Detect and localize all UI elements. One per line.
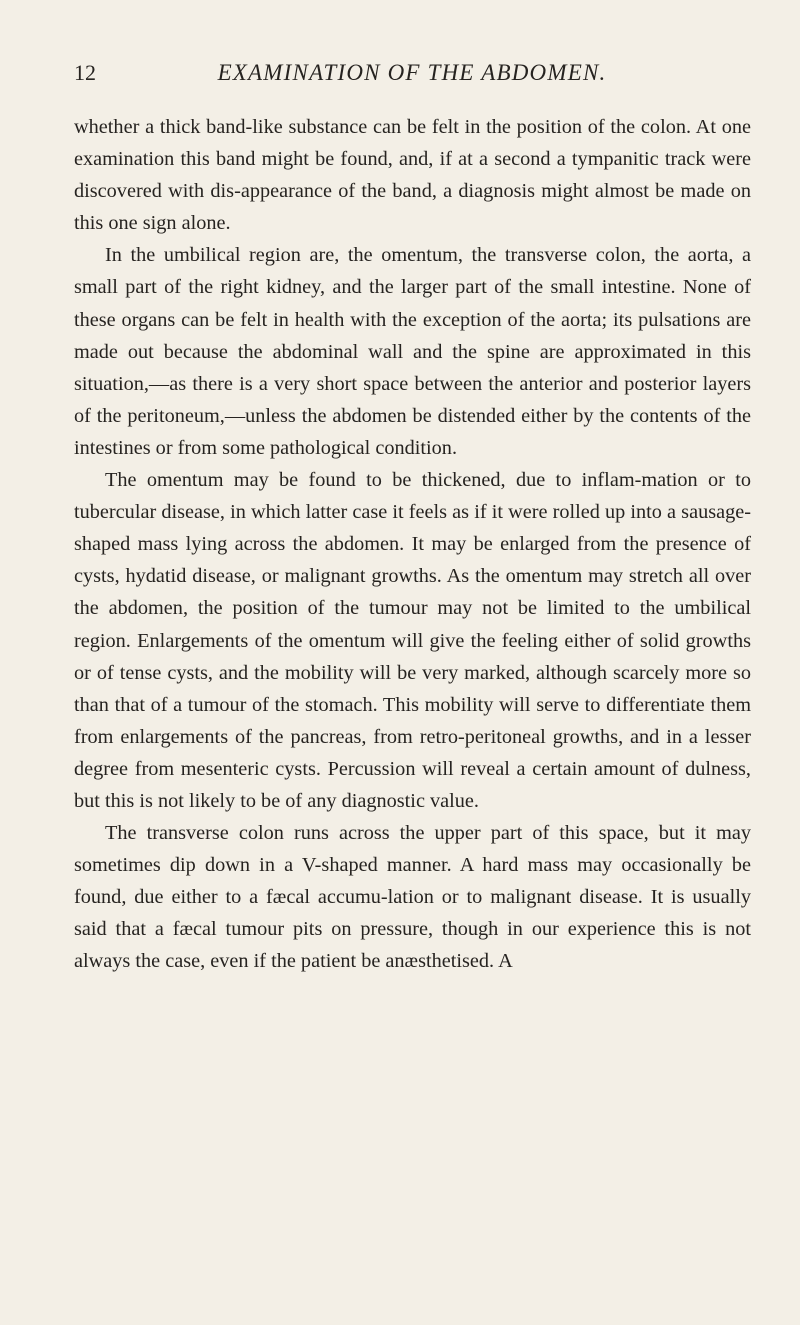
running-title: EXAMINATION OF THE ABDOMEN.	[217, 60, 607, 85]
page-header	[74, 60, 750, 94]
paragraph-omentum: The omentum may be found to be thickened, due to inflam-mation or to tubercular disease, in which latter case it feels as if it were rolled up into a sausage-shaped mass lying across the abdomen. It may be enlarged from the presence of cysts, hydatid disease, or malignant growths. As the omentum may stretch all over the abdomen, the position of the tumour may not be limited to the umbilical region. Enlargements of the omentum will give the feeling either of solid growths or of tense cysts, and the mobility will be very marked, although scarcely more so than that of a tumour of the stomach. This mobility will serve to differentiate them from enlargements of the pancreas, from retro-peritoneal growths, and in a lesser degree from mesenteric cysts. Percussion will reveal a certain amount of dulness, but this is not likely to be of any diagnostic value.	[74, 469, 751, 812]
paragraph-transverse-colon: The transverse colon runs across the upper part of this space, but it may sometimes dip down in a V-shaped manner. A hard mass may occasionally be found, due either to a fæcal accumu-lation or to malignant disease. It is usually said that a fæcal tumour pits on pressure, though in our experience this is not always the case, even if the patient be anæsthetised. A	[74, 822, 751, 973]
paragraph-continuation: whether a thick band-like substance can be felt in the position of the colon. At one examination this band might be found, and, if at a second a tympanitic track were discovered with dis-appearance of the band, a diagnosis might almost be made on this one sign alone.	[74, 116, 751, 235]
paragraph-umbilical-region: In the umbilical region are, the omentum, the transverse colon, the aorta, a small part of the right kidney, and the larger part of the small intestine. None of these organs can be felt in health with the exception of the aorta; its pulsations are made out because the abdominal wall and the spine are approximated in this situation,—as there is a very short space between the anterior and posterior layers of the peritoneum,—unless the abdomen be distended either by the contents of the intestines or from some pathological condition.	[74, 244, 751, 459]
page-number: 12	[74, 60, 96, 85]
body-text	[74, 111, 751, 978]
